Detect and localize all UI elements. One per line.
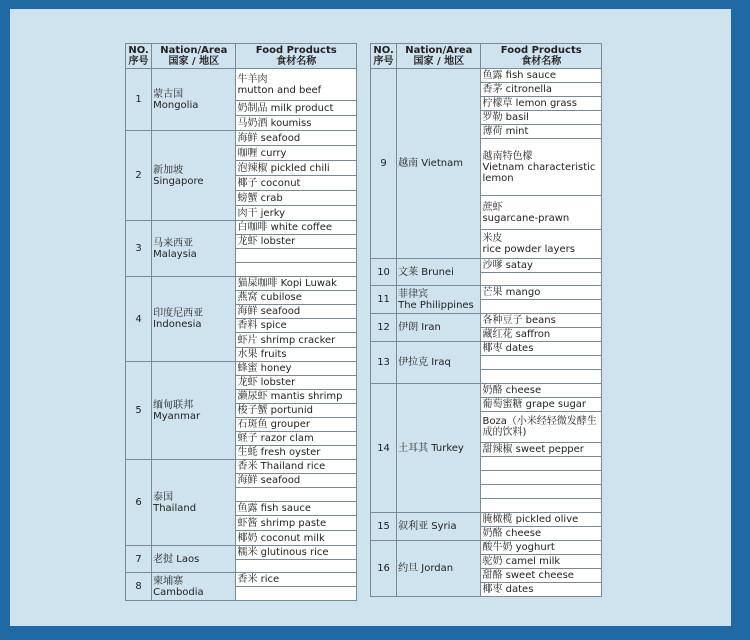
row-number: 10 [371, 259, 397, 286]
food-cell: 椰枣 dates [481, 342, 602, 356]
nation-cell: 叙利亚 Syria [397, 513, 481, 541]
food-cell: 海鲜 seafood [236, 131, 357, 146]
table-row [126, 221, 357, 235]
table-row [371, 541, 602, 555]
header-no: NO. 序号 [126, 44, 152, 69]
food-cell: 水果 fruits [236, 348, 357, 362]
food-cell: 猫屎咖啡 Kopi Luwak [236, 277, 357, 291]
row-number: 14 [371, 384, 397, 513]
food-cell: 海鲜 seafood [236, 305, 357, 319]
food-cell [481, 370, 602, 384]
food-cell: 酸牛奶 yoghurt [481, 541, 602, 555]
table-header-row [126, 44, 357, 69]
food-cell: 腌橄榄 pickled olive [481, 513, 602, 527]
food-cell: 燕窝 cubilose [236, 291, 357, 305]
food-cell: 驼奶 camel milk [481, 555, 602, 569]
food-cell: 牛羊肉 mutton and beef [236, 69, 357, 101]
food-cell: 椰子 coconut [236, 176, 357, 191]
nation-cell: 柬埔寨 Cambodia [152, 573, 236, 601]
food-cell: 藏红花 saffron [481, 328, 602, 342]
food-cell [481, 499, 602, 513]
food-cell: 龙虾 lobster [236, 376, 357, 390]
row-number: 3 [126, 221, 152, 277]
food-table-right [370, 43, 602, 597]
food-cell: 各种豆子 beans [481, 314, 602, 328]
food-cell: 马奶酒 koumiss [236, 116, 357, 131]
row-number: 1 [126, 69, 152, 131]
food-cell: 奶制品 milk product [236, 101, 357, 116]
nation-cell: 泰国 Thailand [152, 460, 236, 546]
food-cell: 咖喱 curry [236, 146, 357, 161]
row-number: 4 [126, 277, 152, 362]
nation-cell: 老挝 Laos [152, 546, 236, 573]
food-cell: 柠檬草 lemon grass [481, 97, 602, 111]
nation-cell: 伊朗 Iran [397, 314, 481, 342]
food-cell: 蜂蜜 honey [236, 362, 357, 376]
food-cell: 沙嗲 satay [481, 259, 602, 273]
food-cell: 泡辣椒 pickled chili [236, 161, 357, 176]
nation-cell: 土耳其 Turkey [397, 384, 481, 513]
nation-cell: 蒙古国 Mongolia [152, 69, 236, 131]
food-cell [481, 457, 602, 471]
header-food: Food Products 食材名称 [481, 44, 602, 69]
table-row [126, 546, 357, 560]
table-row [126, 131, 357, 146]
table-body [126, 69, 357, 601]
row-number: 8 [126, 573, 152, 601]
food-cell [236, 587, 357, 601]
food-table-left [125, 43, 357, 601]
food-cell: 香米 Thailand rice [236, 460, 357, 474]
row-number: 11 [371, 286, 397, 314]
food-cell: 蛏子 razor clam [236, 432, 357, 446]
food-cell: Boza（小米经轻微发酵生 成的饮料) [481, 412, 602, 443]
food-cell: 罗勒 basil [481, 111, 602, 125]
nation-cell: 新加坡 Singapore [152, 131, 236, 221]
row-number: 5 [126, 362, 152, 460]
table-row [126, 362, 357, 376]
food-cell [236, 560, 357, 573]
food-cell: 鱼露 fish sauce [236, 502, 357, 516]
food-cell: 香料 spice [236, 319, 357, 333]
food-cell: 螃蟹 crab [236, 191, 357, 206]
row-number: 12 [371, 314, 397, 342]
nation-cell: 马来西亚 Malaysia [152, 221, 236, 277]
food-cell: 越南特色檬 Vietnam characteristic lemon [481, 139, 602, 196]
food-cell [236, 249, 357, 263]
nation-cell: 菲律宾 The Philippines [397, 286, 481, 314]
table-row [126, 573, 357, 587]
food-cell: 葡萄蜜糖 grape sugar [481, 398, 602, 412]
table-row [126, 69, 357, 101]
food-cell: 椰奶 coconut milk [236, 531, 357, 546]
food-cell [481, 273, 602, 286]
food-cell [236, 488, 357, 502]
food-cell: 濑尿虾 mantis shrimp [236, 390, 357, 404]
food-cell: 龙虾 lobster [236, 235, 357, 249]
food-cell: 石斑鱼 grouper [236, 418, 357, 432]
table-row [371, 259, 602, 273]
table-row [371, 342, 602, 356]
table-row [126, 460, 357, 474]
food-cell: 米皮 rice powder layers [481, 230, 602, 259]
row-number: 9 [371, 69, 397, 259]
table-body [371, 69, 602, 597]
food-cell: 薄荷 mint [481, 125, 602, 139]
table-row [371, 513, 602, 527]
food-cell: 白咖啡 white coffee [236, 221, 357, 235]
header-nation: Nation/Area 国家 / 地区 [397, 44, 481, 69]
nation-cell: 缅甸联邦 Myanmar [152, 362, 236, 460]
food-cell: 肉干 jerky [236, 206, 357, 221]
table-row [371, 286, 602, 300]
row-number: 6 [126, 460, 152, 546]
food-cell: 香米 rice [236, 573, 357, 587]
food-cell: 鱼露 fish sauce [481, 69, 602, 83]
table-row [371, 384, 602, 398]
food-cell: 梭子蟹 portunid [236, 404, 357, 418]
nation-cell: 越南 Vietnam [397, 69, 481, 259]
nation-cell: 文莱 Brunei [397, 259, 481, 286]
food-cell: 海鲜 seafood [236, 474, 357, 488]
food-cell: 奶酪 cheese [481, 384, 602, 398]
food-cell: 椰枣 dates [481, 583, 602, 597]
row-number: 16 [371, 541, 397, 597]
food-cell: 奶酪 cheese [481, 527, 602, 541]
table-row [126, 277, 357, 291]
row-number: 2 [126, 131, 152, 221]
food-cell [481, 485, 602, 499]
food-cell [481, 300, 602, 314]
table-header-row [371, 44, 602, 69]
food-cell: 甜酪 sweet cheese [481, 569, 602, 583]
food-cell: 糯米 glutinous rice [236, 546, 357, 560]
food-cell: 甜辣椒 sweet pepper [481, 443, 602, 457]
food-cell: 虾片 shrimp cracker [236, 333, 357, 348]
food-cell [481, 471, 602, 485]
nation-cell: 伊拉克 Iraq [397, 342, 481, 384]
row-number: 13 [371, 342, 397, 384]
food-cell [481, 356, 602, 370]
food-cell: 蔗虾 sugarcane-prawn [481, 196, 602, 230]
row-number: 7 [126, 546, 152, 573]
food-cell: 虾酱 shrimp paste [236, 516, 357, 531]
food-cell: 芒果 mango [481, 286, 602, 300]
food-cell: 香茅 citronella [481, 83, 602, 97]
food-cell [236, 263, 357, 277]
table-row [371, 69, 602, 83]
header-nation: Nation/Area 国家 / 地区 [152, 44, 236, 69]
row-number: 15 [371, 513, 397, 541]
nation-cell: 印度尼西亚 Indonesia [152, 277, 236, 362]
food-cell: 生蚝 fresh oyster [236, 446, 357, 460]
table-row [371, 314, 602, 328]
header-no: NO. 序号 [371, 44, 397, 69]
nation-cell: 约旦 Jordan [397, 541, 481, 597]
header-food: Food Products 食材名称 [236, 44, 357, 69]
